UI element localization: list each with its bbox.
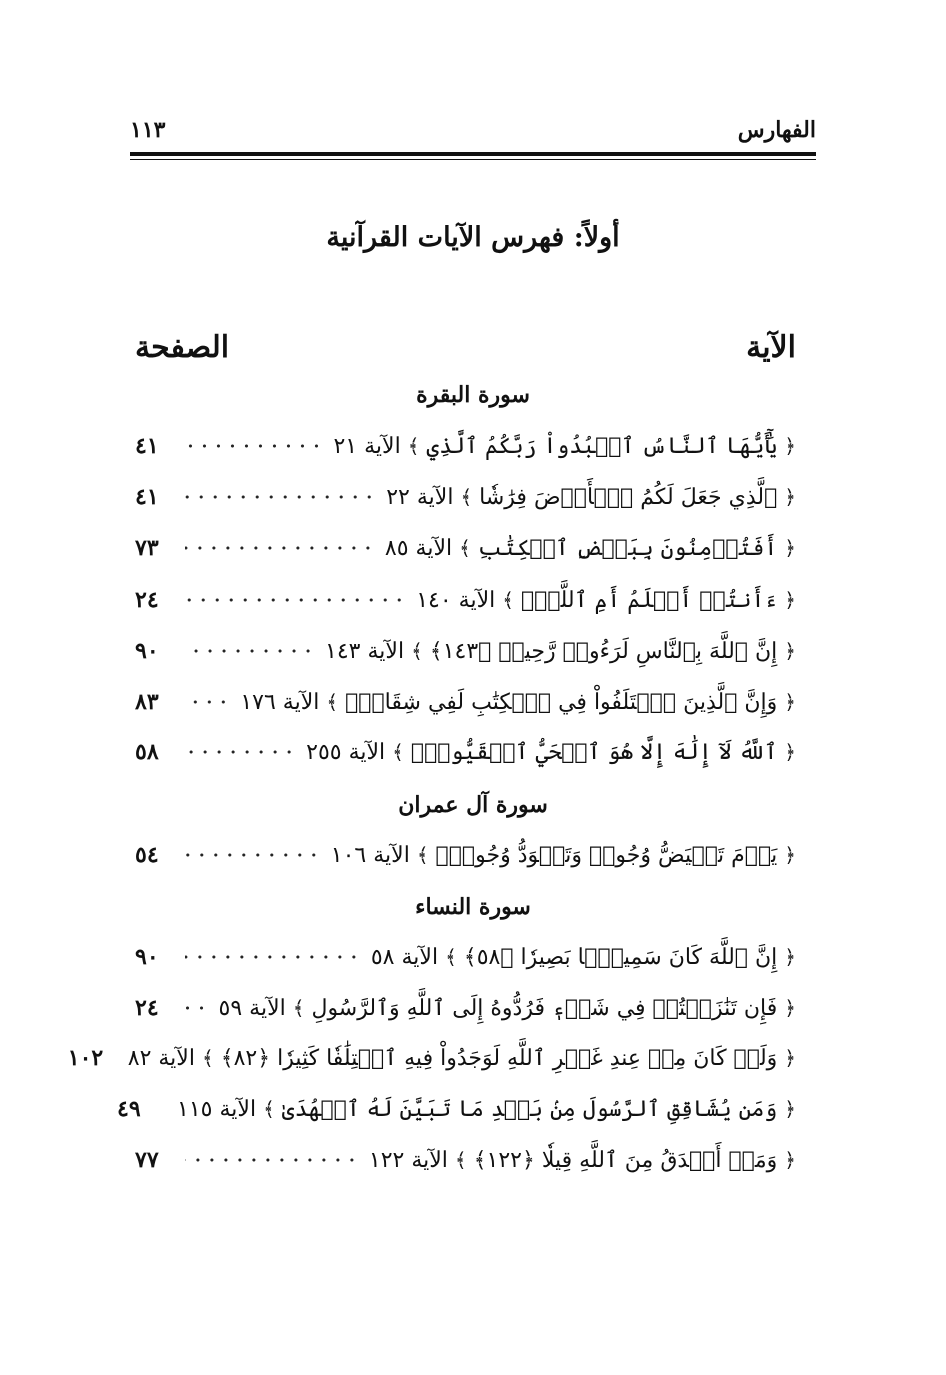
ayah-reference: ﴿ إِنَّ ٱللَّهَ كَانَ سَمِيعَۢا بَصِيرٗا ﴿٥٨﴾ ﴾ الآية ٥٨ bbox=[370, 944, 796, 970]
surah-heading: سورة النساء bbox=[415, 894, 531, 920]
dot-leader bbox=[185, 835, 321, 875]
ayah-reference: ﴿ وَمَن يُشَاقِقِ ٱلرَّسُولَ مِنۢ بَعۡدِ مَا تَبَيَّنَ لَهُ ٱلۡهُدَىٰ ﴾ الآية ١١٥ bbox=[177, 1096, 796, 1122]
ayah-reference: ﴿ ٱللَّهُ لَآ إِلَٰهَ إِلَّا هُوَ ٱلۡحَيُّ ٱلۡقَيُّومُۚ ﴾ الآية ٢٥٥ bbox=[306, 739, 796, 765]
ayah-text: ٱللَّهُ لَآ إِلَٰهَ إِلَّا هُوَ ٱلۡحَيُّ ٱلۡقَيُّومُۚ bbox=[410, 739, 778, 765]
index-entry bbox=[117, 1089, 796, 1129]
page-reference: ٩٠ bbox=[135, 638, 159, 664]
ayah-number: الآية ٨٢ bbox=[127, 1045, 195, 1071]
running-header-title: الفهارس bbox=[737, 117, 816, 143]
ayah-number: الآية ١٠٦ bbox=[330, 842, 410, 868]
ayah-reference: ﴿ يَوۡمَ تَبۡيَضُّ وُجُوهٞ وَتَسۡوَدُّ وُجُوهٞۚ ﴾ الآية ١٠٦ bbox=[330, 842, 796, 868]
index-entry bbox=[135, 580, 796, 620]
page-reference: ٤٩ bbox=[117, 1096, 141, 1122]
dot-leader bbox=[185, 528, 375, 568]
ayah-text: وَإِنَّ ٱلَّذِينَ ٱخۡتَلَفُواْ فِي ٱلۡكِتَٰبِ لَفِي شِقَاقِۭ bbox=[345, 689, 778, 715]
ayah-number: الآية ١٤٠ bbox=[416, 587, 496, 613]
ayah-reference: ﴿ فَإِن تَنَٰزَعۡتُمۡ فِي شَيۡءٖ فَرُدُّوهُ إِلَى ٱللَّهِ وَٱلرَّسُولِ ﴾ الآية ٥٩ bbox=[218, 995, 796, 1021]
surah-heading: سورة آل عمران bbox=[398, 792, 548, 818]
index-entry bbox=[135, 631, 796, 671]
ayah-number: الآية ٥٨ bbox=[370, 944, 439, 970]
dot-leader bbox=[185, 477, 376, 517]
ayah-number: الآية ٢١ bbox=[333, 433, 401, 459]
index-entry bbox=[135, 937, 796, 977]
ayah-text: إِنَّ ٱللَّهَ بِٱلنَّاسِ لَرَءُوفٞ رَّحِيمٞ ﴿١٤٣﴾ bbox=[429, 638, 778, 664]
ayah-text: ٱلَّذِي جَعَلَ لَكُمُ ٱلۡأَرۡضَ فِرَٰشٗا bbox=[479, 484, 778, 510]
ayah-number: الآية ١١٥ bbox=[177, 1096, 257, 1122]
index-title: أولاً: فهرس الآيات القرآنية bbox=[326, 222, 620, 253]
page-reference: ٤١ bbox=[135, 484, 159, 510]
ayah-reference: ﴿ ٱلَّذِي جَعَلَ لَكُمُ ٱلۡأَرۡضَ فِرَٰشٗا ﴾ الآية ٢٢ bbox=[386, 484, 796, 510]
ayah-text: إِنَّ ٱللَّهَ كَانَ سَمِيعَۢا بَصِيرٗا ﴿٥٨﴾ bbox=[463, 944, 778, 970]
index-entry bbox=[135, 988, 796, 1028]
ayah-number: الآية ١٤٣ bbox=[325, 638, 405, 664]
page-number: ١١٣ bbox=[130, 117, 166, 143]
dot-leader bbox=[185, 988, 209, 1028]
column-header-page: الصفحة bbox=[135, 329, 230, 365]
index-entry bbox=[135, 732, 796, 772]
index-entry bbox=[135, 835, 796, 875]
page-reference: ٥٤ bbox=[135, 842, 159, 868]
ayah-text: وَلَوۡ كَانَ مِنۡ عِندِ غَيۡرِ ٱللَّهِ لَوَجَدُواْ فِيهِ ٱخۡتِلَٰفٗا كَثِيرٗا ﴿٨٢﴾ bbox=[220, 1045, 778, 1071]
ayah-text: يَٰٓأَيُّهَا ٱلنَّاسُ ٱعۡبُدُواْ رَبَّكُمُ ٱلَّذِي bbox=[426, 433, 778, 459]
ayah-reference: ﴿ أَفَتُؤۡمِنُونَ بِبَعۡضِ ٱلۡكِتَٰبِ ﴾ الآية ٨٥ bbox=[384, 535, 796, 561]
ayah-number: الآية ٢٥٥ bbox=[306, 739, 386, 765]
ayah-reference: ﴿ ءَأَنتُمۡ أَعۡلَمُ أَمِ ٱللَّهُۗ ﴾ الآية ١٤٠ bbox=[416, 587, 796, 613]
page-reference: ٥٨ bbox=[135, 739, 159, 765]
page-reference: ٤١ bbox=[135, 433, 159, 459]
ayah-text: وَمَن يُشَاقِقِ ٱلرَّسُولَ مِنۢ بَعۡدِ مَا تَبَيَّنَ لَهُ ٱلۡهُدَىٰ bbox=[281, 1096, 778, 1122]
index-entry bbox=[135, 682, 796, 722]
index-entry bbox=[135, 477, 796, 517]
page-reference: ٨٣ bbox=[135, 689, 159, 715]
index-entry bbox=[135, 426, 796, 466]
ayah-reference: ﴿ وَإِنَّ ٱلَّذِينَ ٱخۡتَلَفُواْ فِي ٱلۡكِتَٰبِ لَفِي شِقَاقِۭ ﴾ الآية ١٧٦ bbox=[240, 689, 796, 715]
dot-leader bbox=[185, 426, 323, 466]
header-rule-thin bbox=[130, 159, 816, 160]
header-rule-thick bbox=[130, 152, 816, 156]
ayah-reference: ﴿ وَمَنۡ أَصۡدَقُ مِنَ ٱللَّهِ قِيلٗا ﴿١٢٢﴾ ﴾ الآية ١٢٢ bbox=[368, 1147, 796, 1173]
page-reference: ٢٤ bbox=[135, 995, 159, 1021]
page-reference: ٢٤ bbox=[135, 587, 159, 613]
index-entry bbox=[67, 1038, 796, 1078]
index-entry bbox=[135, 1140, 796, 1180]
dot-leader bbox=[185, 580, 406, 620]
page-reference: ٧٣ bbox=[135, 535, 159, 561]
column-headers bbox=[135, 325, 796, 369]
ayah-reference: ﴿ وَلَوۡ كَانَ مِنۡ عِندِ غَيۡرِ ٱللَّهِ لَوَجَدُواْ فِيهِ ٱخۡتِلَٰفٗا كَثِيرٗا ﴿٨٢﴾ ﴾ الآية ٨٢ bbox=[127, 1045, 796, 1071]
dot-leader bbox=[185, 631, 315, 671]
column-header-ayah: الآية bbox=[746, 329, 796, 365]
dot-leader bbox=[185, 732, 296, 772]
running-header bbox=[130, 112, 816, 148]
page-reference: ٩٠ bbox=[135, 944, 159, 970]
ayah-reference: ﴿ إِنَّ ٱللَّهَ بِٱلنَّاسِ لَرَءُوفٞ رَّحِيمٞ ﴿١٤٣﴾ ﴾ الآية ١٤٣ bbox=[325, 638, 796, 664]
ayah-text: يَوۡمَ تَبۡيَضُّ وُجُوهٞ وَتَسۡوَدُّ وُجُوهٞۚ bbox=[435, 842, 778, 868]
ayah-reference: ﴿ يَٰٓأَيُّهَا ٱلنَّاسُ ٱعۡبُدُواْ رَبَّكُمُ ٱلَّذِي ﴾ الآية ٢١ bbox=[333, 433, 796, 459]
ayah-text: فَإِن تَنَٰزَعۡتُمۡ فِي شَيۡءٖ فَرُدُّوهُ إِلَى ٱللَّهِ وَٱلرَّسُولِ bbox=[311, 995, 778, 1021]
dot-leader bbox=[185, 1140, 359, 1180]
ayah-number: الآية ٥٩ bbox=[218, 995, 286, 1021]
page-reference: ٧٧ bbox=[135, 1147, 159, 1173]
dot-leader bbox=[185, 937, 361, 977]
ayah-number: الآية ٢٢ bbox=[386, 484, 454, 510]
ayah-text: ءَأَنتُمۡ أَعۡلَمُ أَمِ ٱللَّهُۗ bbox=[520, 587, 778, 613]
dot-leader bbox=[185, 682, 230, 722]
page-reference: ١٠٢ bbox=[67, 1045, 104, 1071]
surah-heading: سورة البقرة bbox=[416, 382, 530, 408]
ayah-text: أَفَتُؤۡمِنُونَ بِبَعۡضِ ٱلۡكِتَٰبِ bbox=[477, 535, 778, 561]
index-entry bbox=[135, 528, 796, 568]
ayah-number: الآية ١٧٦ bbox=[240, 689, 320, 715]
ayah-number: الآية ٨٥ bbox=[384, 535, 453, 561]
ayah-text: وَمَنۡ أَصۡدَقُ مِنَ ٱللَّهِ قِيلٗا ﴿١٢٢﴾ bbox=[473, 1147, 778, 1173]
ayah-number: الآية ١٢٢ bbox=[368, 1147, 448, 1173]
